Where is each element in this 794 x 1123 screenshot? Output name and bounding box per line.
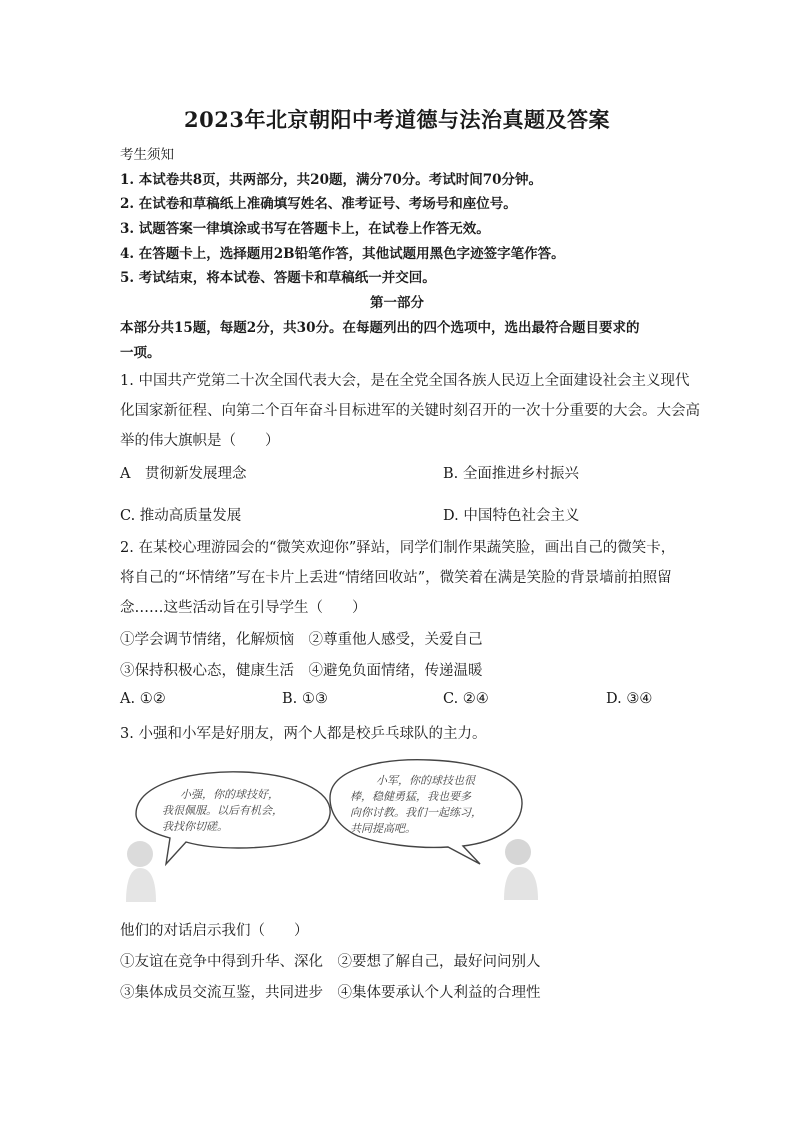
part1-intro-line1: 本部分共15题，每题2分，共30分。在每题列出的四个选项中，选出最符合题目要求的 — [120, 320, 640, 336]
q2-statement-1: ①学会调节情绪，化解烦恼 ②尊重他人感受，关爱自己 — [120, 632, 483, 648]
q2-option-d: D. ③④ — [606, 691, 653, 707]
bubble-left-line-2: 我很佩服。以后有机会， — [162, 804, 283, 817]
page-title: 2023年北京朝阳中考道德与法治真题及答案 — [184, 107, 610, 132]
q3-statement-2: ③集体成员交流互鉴，共同进步 ④集体要承认个人利益的合理性 — [120, 985, 541, 1001]
q3-line1: 3. 小强和小军是好朋友，两个人都是校乒乓球队的主力。 — [120, 726, 487, 742]
bubble-left-line-1: 小强，你的球技好， — [180, 788, 279, 801]
notice-item-5: 5. 考试结束，将本试卷、答题卡和草稿纸一并交回。 — [120, 270, 436, 286]
q2-line3: 念……这些活动旨在引导学生（ ） — [120, 600, 367, 616]
bubble-left-line-3: 我找你切磋。 — [162, 820, 228, 833]
notice-heading: 考生须知 — [120, 147, 174, 163]
q1-option-c: C. 推动高质量发展 — [120, 508, 242, 524]
bubble-right-line-4: 共同提高吧。 — [350, 822, 416, 835]
q2-option-a: A. ①② — [120, 691, 166, 707]
boy-left-figure — [126, 841, 156, 902]
part1-intro-line2: 一项。 — [120, 345, 161, 361]
q2-option-c: C. ②④ — [443, 691, 489, 707]
q2-line2: 将自己的“坏情绪”写在卡片上丢进“情绪回收站”，微笑着在满是笑脸的背景墙前拍照留 — [120, 570, 672, 586]
part1-heading: 第一部分 — [370, 295, 424, 311]
notice-item-4: 4. 在答题卡上，选择题用2B铅笔作答，其他试题用黑色字迹签字笔作答。 — [120, 246, 565, 262]
speech-bubble-left — [136, 772, 330, 864]
q1-line2: 化国家新征程、向第二个百年奋斗目标进军的关键时刻召开的一次十分重要的大会。大会高 — [120, 403, 700, 419]
bubble-right-line-3: 向你讨教。我们一起练习， — [350, 806, 482, 819]
q1-option-a: A 贯彻新发展理念 — [120, 466, 247, 482]
q3-prompt: 他们的对话启示我们（ ） — [120, 923, 309, 939]
q2-option-b: B. ①③ — [282, 691, 328, 707]
notice-item-1: 1. 本试卷共8页，共两部分，共20题，满分70分。考试时间70分钟。 — [120, 172, 543, 188]
q1-option-b: B. 全面推进乡村振兴 — [443, 466, 579, 482]
q3-illustration — [118, 752, 558, 902]
q1-option-d: D. 中国特色社会主义 — [443, 508, 580, 524]
q2-line1: 2. 在某校心理游园会的“微笑欢迎你”驿站，同学们制作果蔬笑脸，画出自己的微笑卡， — [120, 540, 676, 556]
q3-statement-1: ①友谊在竞争中得到升华、深化 ②要想了解自己，最好问问别人 — [120, 954, 541, 970]
q1-line3: 举的伟大旗帜是（ ） — [120, 433, 280, 449]
bubble-right-line-1: 小军，你的球技也很 — [376, 774, 475, 787]
notice-item-3: 3. 试题答案一律填涂或书写在答题卡上，在试卷上作答无效。 — [120, 221, 490, 237]
boy-right-figure — [504, 839, 538, 900]
q1-line1: 1. 中国共产党第二十次全国代表大会，是在全党全国各族人民迈上全面建设社会主义现代 — [120, 373, 690, 389]
notice-item-2: 2. 在试卷和草稿纸上准确填写姓名、准考证号、考场号和座位号。 — [120, 196, 517, 212]
q2-statement-2: ③保持积极心态，健康生活 ④避免负面情绪，传递温暖 — [120, 663, 483, 679]
bubble-right-line-2: 棒，稳健勇猛，我也要多 — [350, 790, 471, 803]
